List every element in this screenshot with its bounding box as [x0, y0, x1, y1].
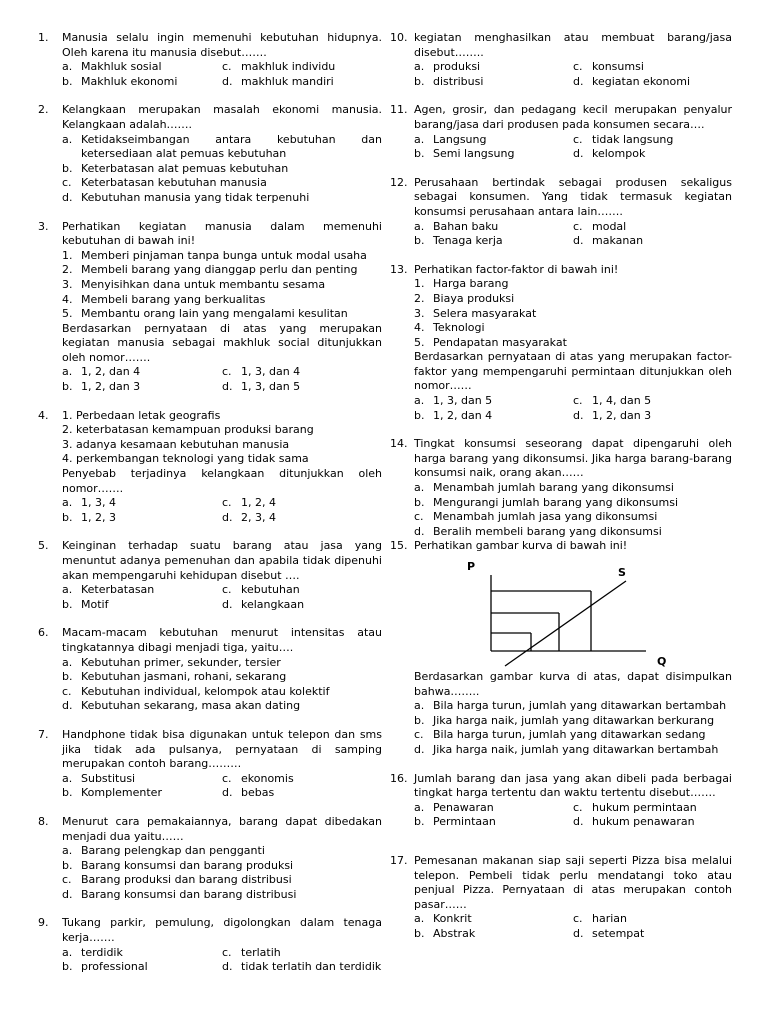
option-c[interactable]	[222, 60, 382, 75]
question-prompt: Berdasarkan pernyataan di atas yang merupakan kegiatan manusia sebagai makhluk social ditunjukkan oleh nomor…….	[62, 321, 382, 364]
statement-item: 4. Teknologi	[414, 321, 485, 335]
question-15	[390, 539, 732, 757]
option-a[interactable]	[62, 946, 222, 961]
option-letter: d.	[62, 699, 73, 713]
option-text: Kebutuhan sekarang, masa akan dating	[81, 699, 301, 713]
option-text: Barang konsumsi dan barang produksi	[81, 858, 294, 872]
question-number: 17.	[390, 853, 408, 867]
question-stem: Manusia selalu ingin memenuhi kebutuhan hidupnya. Oleh karena itu manusia disebut…….	[62, 31, 382, 59]
option-text: Barang produksi dan barang distribusi	[81, 873, 292, 887]
option-letter: c.	[62, 873, 72, 887]
option-d[interactable]	[573, 927, 732, 942]
question-stem: Perhatikan kegiatan manusia dalam memenuhi kebutuhan di bawah ini!	[62, 219, 382, 248]
question-stem: Macam-macam kebutuhan menurut intensitas atau tingkatannya dibagi menjadi tiga, yaitu….	[62, 626, 382, 654]
question-stem: Keinginan terhadap suatu barang atau jasa yang menuntut adanya pemenuhan dan apabila tidak dipenuhi akan mempengaruhi kehidupan disebut ….	[62, 539, 382, 582]
question-stem: Kelangkaan merupakan masalah ekonomi manusia. Kelangkaan adalah…….	[62, 103, 382, 131]
statement-list	[62, 409, 382, 467]
option-letter: d.	[573, 815, 584, 829]
option-text: kegiatan ekonomi	[592, 74, 690, 88]
option-letter: a.	[62, 496, 73, 510]
option-letter: a.	[62, 655, 73, 669]
option-text: makhluk individu	[241, 60, 336, 74]
option-text: harian	[592, 912, 628, 926]
option-text: bebas	[241, 786, 275, 800]
option-grid	[414, 133, 732, 162]
option-a[interactable]	[62, 365, 222, 380]
option-list	[62, 844, 382, 902]
option-list	[62, 133, 382, 206]
option-b[interactable]	[62, 859, 382, 874]
question-12	[390, 176, 732, 249]
question-13	[390, 263, 732, 424]
option-b[interactable]	[414, 927, 573, 942]
option-b[interactable]	[414, 147, 573, 162]
option-a[interactable]	[414, 394, 573, 409]
option-b[interactable]	[62, 511, 222, 526]
option-text: tidak terlatih dan terdidik	[241, 960, 382, 974]
option-d[interactable]	[573, 409, 732, 424]
option-letter: b.	[414, 147, 425, 161]
option-letter: b.	[414, 408, 425, 422]
statement-item: 2. Membeli barang yang dianggap perlu dan penting	[62, 263, 358, 277]
option-d[interactable]	[573, 75, 732, 90]
option-d[interactable]	[573, 815, 732, 830]
option-a[interactable]	[414, 220, 573, 235]
option-letter: a.	[62, 60, 73, 74]
option-text: 1, 3, dan 4	[241, 365, 301, 379]
option-letter: d.	[222, 597, 233, 611]
option-text: terdidik	[81, 945, 123, 959]
option-letter: b.	[414, 926, 425, 940]
option-letter: b.	[414, 74, 425, 88]
option-letter: c.	[573, 800, 583, 814]
option-text: Keterbatasan alat pemuas kebutuhan	[81, 161, 289, 175]
question-16	[390, 772, 732, 830]
option-text: Ketidakseimbangan antara kebutuhan dan ketersediaan alat pemuas kebutuhan	[81, 132, 382, 161]
axis-label-q: Q	[657, 655, 667, 668]
option-letter: d.	[573, 74, 584, 88]
option-letter: a.	[414, 219, 425, 233]
option-text: distribusi	[433, 74, 484, 88]
option-text: Bila harga turun, jumlah yang ditawarkan bertambah	[433, 699, 727, 713]
option-text: 2, 3, 4	[241, 510, 276, 524]
option-text: Konkrit	[433, 912, 472, 926]
statement-item: 1. Perbedaan letak geografis	[62, 408, 221, 422]
option-letter: a.	[414, 699, 425, 713]
option-c[interactable]	[222, 365, 382, 380]
option-letter: b.	[414, 815, 425, 829]
right-column	[390, 31, 732, 942]
option-text: Kebutuhan individual, kelompok atau kolektif	[81, 684, 330, 698]
question-14	[390, 437, 732, 539]
option-text: Keterbatasan	[81, 583, 155, 597]
option-c[interactable]	[573, 220, 732, 235]
option-letter: b.	[414, 713, 425, 727]
option-text: Makhluk sosial	[81, 60, 162, 74]
question-stem: Menurut cara pemakaiannya, barang dapat dibedakan menjadi dua yaitu……	[62, 814, 382, 843]
option-d[interactable]	[414, 743, 732, 758]
option-letter: b.	[62, 858, 73, 872]
option-letter: d.	[573, 926, 584, 940]
option-text: Barang pelengkap dan pengganti	[81, 844, 265, 858]
option-grid	[414, 912, 732, 941]
statement-item: 3. Selera masyarakat	[414, 306, 537, 320]
question-number: 3.	[38, 219, 49, 233]
option-grid	[62, 772, 382, 801]
statement-list	[62, 249, 382, 322]
option-letter: c.	[222, 945, 232, 959]
option-letter: b.	[62, 670, 73, 684]
option-d[interactable]	[222, 598, 382, 613]
option-letter: c.	[222, 60, 232, 74]
option-letter: c.	[222, 771, 232, 785]
option-letter: a.	[62, 771, 73, 785]
question-number: 7.	[38, 727, 49, 741]
option-grid	[62, 496, 382, 525]
option-text: hukum penawaran	[592, 815, 695, 829]
statement-item: 3. adanya kesamaan kebutuhan manusia	[62, 437, 290, 451]
option-grid	[62, 583, 382, 612]
option-text: tidak langsung	[592, 132, 674, 146]
option-list	[414, 699, 732, 757]
option-text: Menambah jumlah barang yang dikonsumsi	[433, 481, 674, 495]
option-d[interactable]	[222, 786, 382, 801]
option-grid	[414, 60, 732, 89]
option-a[interactable]	[414, 699, 732, 714]
option-a[interactable]	[62, 496, 222, 511]
option-text: Abstrak	[433, 926, 476, 940]
question-prompt: Berdasarkan pernyataan di atas yang merupakan factor-faktor yang mempengaruhi permintaan ditunjukkan oleh nomor……	[414, 350, 732, 393]
option-text: Langsung	[433, 132, 487, 146]
option-letter: d.	[414, 742, 425, 756]
statement-item: 1. Memberi pinjaman tanpa bunga untuk modal usaha	[62, 248, 367, 262]
option-a[interactable]	[414, 912, 573, 927]
question-number: 9.	[38, 916, 49, 930]
option-letter: a.	[414, 394, 425, 408]
option-a[interactable]	[62, 656, 382, 671]
question-number: 14.	[390, 437, 408, 451]
question-stem: Perhatikan factor-faktor di bawah ini!	[414, 262, 619, 276]
option-b[interactable]	[62, 380, 222, 395]
option-b[interactable]	[414, 75, 573, 90]
supply-curve	[505, 581, 626, 666]
option-letter: d.	[414, 524, 425, 538]
option-text: Motif	[81, 597, 109, 611]
option-letter: b.	[62, 380, 73, 394]
option-a[interactable]	[62, 583, 222, 598]
option-text: Jika harga naik, jumlah yang ditawarkan bertambah	[433, 742, 719, 756]
option-a[interactable]	[62, 133, 382, 162]
question-number: 5.	[38, 539, 49, 553]
statement-item: 1. Harga barang	[414, 277, 509, 291]
option-c[interactable]	[573, 394, 732, 409]
option-letter: d.	[573, 234, 584, 248]
option-text: Mengurangi jumlah barang yang dikonsumsi	[433, 495, 679, 509]
option-text: Bahan baku	[433, 219, 499, 233]
question-number: 6.	[38, 626, 49, 640]
statement-item: 5. Pendapatan masyarakat	[414, 335, 567, 349]
option-text: 1, 3, 4	[81, 496, 116, 510]
option-text: terlatih	[241, 945, 281, 959]
option-d[interactable]	[414, 525, 732, 540]
option-letter: b.	[62, 74, 73, 88]
option-letter: c.	[573, 60, 583, 74]
option-c[interactable]	[414, 510, 732, 525]
statement-item: 4. Membeli barang yang berkualitas	[62, 292, 266, 306]
option-grid	[414, 801, 732, 830]
option-c[interactable]	[222, 772, 382, 787]
option-text: Komplementer	[81, 786, 162, 800]
option-text: hukum permintaan	[592, 800, 697, 814]
question-17	[390, 854, 732, 942]
option-letter: b.	[62, 161, 73, 175]
statement-item: 5. Membantu orang lain yang mengalami kesulitan	[62, 307, 348, 321]
option-text: 1, 2, dan 4	[81, 365, 141, 379]
option-text: Penawaran	[433, 800, 494, 814]
question-stem: Perusahaan bertindak sebagai produsen sekaligus sebagai konsumen. Yang tidak termasuk kegiatan konsumsi perusahaan antara lain…….	[414, 175, 732, 218]
option-letter: c.	[573, 219, 583, 233]
option-d[interactable]	[573, 147, 732, 162]
option-c[interactable]	[222, 496, 382, 511]
question-prompt: Berdasarkan gambar kurva di atas, dapat disimpulkan bahwa……..	[414, 670, 732, 698]
option-letter: d.	[222, 960, 233, 974]
option-letter: d.	[222, 74, 233, 88]
option-text: Kebutuhan jasmani, rohani, sekarang	[81, 670, 287, 684]
option-a[interactable]	[62, 844, 382, 859]
option-letter: c.	[222, 583, 232, 597]
option-a[interactable]	[414, 133, 573, 148]
statement-list	[414, 277, 732, 350]
statement-item: 2. Biaya produksi	[414, 291, 515, 305]
option-d[interactable]	[573, 234, 732, 249]
option-b[interactable]	[62, 598, 222, 613]
question-number: 13.	[390, 262, 408, 276]
option-b[interactable]	[62, 670, 382, 685]
option-d[interactable]	[62, 699, 382, 714]
option-text: 1, 2, dan 4	[433, 408, 493, 422]
question-stem: Tukang parkir, pemulung, digolongkan dalam tenaga kerja…….	[62, 916, 382, 945]
option-d[interactable]	[222, 75, 382, 90]
option-text: Permintaan	[433, 815, 496, 829]
question-9	[38, 916, 382, 974]
option-letter: b.	[62, 597, 73, 611]
question-number: 16.	[390, 771, 408, 785]
option-text: 1, 2, dan 3	[81, 380, 141, 394]
option-letter: a.	[414, 800, 425, 814]
option-c[interactable]	[62, 685, 382, 700]
option-b[interactable]	[62, 960, 222, 975]
question-number: 1.	[38, 31, 49, 44]
option-text: 1, 2, dan 3	[592, 408, 652, 422]
option-text: ekonomis	[241, 771, 294, 785]
option-letter: a.	[414, 60, 425, 74]
question-3	[38, 220, 382, 395]
statement-item: 4. perkembangan teknologi yang tidak sama	[62, 452, 309, 466]
option-c[interactable]	[414, 728, 732, 743]
option-letter: b.	[414, 495, 425, 509]
option-letter: b.	[62, 960, 73, 974]
option-grid	[414, 220, 732, 249]
option-text: Beralih membeli barang yang dikonsumsi	[433, 524, 662, 538]
option-c[interactable]	[573, 801, 732, 816]
question-stem: Jumlah barang dan jasa yang akan dibeli pada berbagai tingkat harga tertentu dan waktu tertentu disebut…….	[414, 771, 732, 800]
question-stem: Handphone tidak bisa digunakan untuk telepon dan sms jika tidak ada pulsanya, pernyataan di samping merupakan contoh barang………	[62, 727, 382, 771]
option-c[interactable]	[573, 60, 732, 75]
question-stem: Tingkat konsumsi seseorang dapat dipengaruhi oleh harga barang yang dikonsumsi. Jika harga barang-barang konsumsi naik, orang akan……	[414, 437, 732, 480]
option-text: Tenaga kerja	[433, 234, 503, 248]
option-letter: d.	[62, 887, 73, 901]
option-text: Kebutuhan manusia yang tidak terpenuhi	[81, 190, 310, 204]
option-letter: a.	[62, 132, 73, 146]
option-letter: c.	[573, 394, 583, 408]
option-text: modal	[592, 219, 627, 233]
option-text: Menambah jumlah jasa yang dikonsumsi	[433, 510, 658, 524]
question-number: 12.	[390, 175, 408, 189]
axis-label-p: P	[467, 560, 476, 573]
option-text: konsumsi	[592, 60, 644, 74]
option-b[interactable]	[62, 75, 222, 90]
option-letter: b.	[62, 510, 73, 524]
option-c[interactable]	[573, 912, 732, 927]
option-text: kelompok	[592, 147, 646, 161]
option-text: produksi	[433, 60, 481, 74]
option-a[interactable]	[414, 60, 573, 75]
question-number: 15.	[390, 539, 408, 553]
question-6	[38, 626, 382, 714]
option-letter: d.	[573, 147, 584, 161]
option-d[interactable]	[222, 511, 382, 526]
option-letter: a.	[414, 481, 425, 495]
option-letter: c.	[62, 684, 72, 698]
option-grid	[62, 60, 382, 89]
option-grid	[62, 365, 382, 394]
option-d[interactable]	[222, 380, 382, 395]
option-a[interactable]	[62, 60, 222, 75]
option-d[interactable]	[222, 960, 382, 975]
question-2	[38, 103, 382, 205]
option-a[interactable]	[414, 481, 732, 496]
option-text: makanan	[592, 234, 644, 248]
option-letter: a.	[62, 365, 73, 379]
option-list	[62, 656, 382, 714]
option-letter: d.	[222, 380, 233, 394]
option-text: Bila harga turun, jumlah yang ditawarkan sedang	[433, 728, 706, 742]
question-stem: kegiatan menghasilkan atau membuat barang/jasa disebut……..	[414, 31, 732, 59]
question-1	[38, 31, 382, 89]
option-text: kebutuhan	[241, 583, 300, 597]
option-b[interactable]	[62, 162, 382, 177]
option-text: setempat	[592, 926, 645, 940]
option-text: 1, 3, dan 5	[241, 380, 301, 394]
question-8	[38, 815, 382, 903]
option-a[interactable]	[62, 772, 222, 787]
option-d[interactable]	[62, 191, 382, 206]
option-c[interactable]	[573, 133, 732, 148]
option-letter: b.	[414, 234, 425, 248]
option-text: kelangkaan	[241, 597, 305, 611]
option-c[interactable]	[222, 946, 382, 961]
question-4	[38, 409, 382, 526]
option-letter: a.	[62, 583, 73, 597]
statement-item: 2. keterbatasan kemampuan produksi barang	[62, 423, 314, 437]
option-text: Barang konsumsi dan barang distribusi	[81, 887, 297, 901]
option-list	[414, 481, 732, 539]
option-grid	[414, 394, 732, 423]
option-letter: d.	[573, 408, 584, 422]
option-b[interactable]	[414, 815, 573, 830]
option-letter: c.	[62, 176, 72, 190]
option-a[interactable]	[414, 801, 573, 816]
option-b[interactable]	[62, 786, 222, 801]
option-b[interactable]	[414, 496, 732, 511]
option-c[interactable]	[222, 583, 382, 598]
question-number: 10.	[390, 31, 408, 44]
option-letter: c.	[573, 132, 583, 146]
option-letter: c.	[414, 728, 424, 742]
question-stem: Agen, grosir, dan pedagang kecil merupakan penyalur barang/jasa dari produsen pada konsumen secara….	[414, 103, 732, 131]
option-b[interactable]	[414, 714, 732, 729]
question-prompt: Penyebab terjadinya kelangkaan ditunjukkan oleh nomor…….	[62, 467, 382, 495]
option-text: professional	[81, 960, 148, 974]
option-letter: d.	[62, 190, 73, 204]
option-letter: d.	[222, 510, 233, 524]
option-letter: a.	[414, 912, 425, 926]
option-b[interactable]	[414, 234, 573, 249]
question-number: 2.	[38, 103, 49, 117]
option-text: Makhluk ekonomi	[81, 74, 178, 88]
option-grid	[62, 946, 382, 975]
question-number: 4.	[38, 408, 49, 422]
question-5	[38, 539, 382, 612]
option-letter: d.	[222, 786, 233, 800]
question-10	[390, 31, 732, 89]
option-letter: c.	[573, 912, 583, 926]
option-text: 1, 3, dan 5	[433, 394, 493, 408]
option-letter: b.	[62, 786, 73, 800]
option-letter: a.	[62, 844, 73, 858]
option-text: Semi langsung	[433, 147, 515, 161]
question-number: 11.	[390, 103, 408, 117]
option-letter: c.	[222, 496, 232, 510]
question-number: 8.	[38, 814, 49, 828]
option-text: 1, 4, dan 5	[592, 394, 652, 408]
option-text: Keterbatasan kebutuhan manusia	[81, 176, 267, 190]
option-text: Jika harga naik, jumlah yang ditawarkan berkurang	[433, 713, 715, 727]
option-text: 1, 2, 4	[241, 496, 276, 510]
curve-label-s: S	[618, 566, 626, 579]
option-text: Substitusi	[81, 771, 136, 785]
question-stem: Perhatikan gambar kurva di bawah ini!	[414, 539, 628, 553]
option-letter: a.	[62, 945, 73, 959]
option-letter: a.	[414, 132, 425, 146]
option-c[interactable]	[62, 873, 382, 888]
option-text: 1, 2, 3	[81, 510, 116, 524]
option-text: Kebutuhan primer, sekunder, tersier	[81, 655, 281, 669]
supply-curve-graph	[414, 554, 732, 670]
option-letter: c.	[414, 510, 424, 524]
statement-item: 3. Menyisihkan dana untuk membantu sesama	[62, 277, 326, 291]
option-b[interactable]	[414, 409, 573, 424]
left-column	[38, 31, 382, 975]
option-text: makhluk mandiri	[241, 74, 334, 88]
option-d[interactable]	[62, 888, 382, 903]
option-c[interactable]	[62, 176, 382, 191]
question-11	[390, 103, 732, 161]
option-letter: c.	[222, 365, 232, 379]
question-stem: Pemesanan makanan siap saji seperti Pizza bisa melalui telepon. Pembeli tidak perlu mendatangi toko atau penjual Pizza. Pernyataan di atas merupakan contoh pasar……	[414, 853, 732, 911]
question-7	[38, 728, 382, 801]
